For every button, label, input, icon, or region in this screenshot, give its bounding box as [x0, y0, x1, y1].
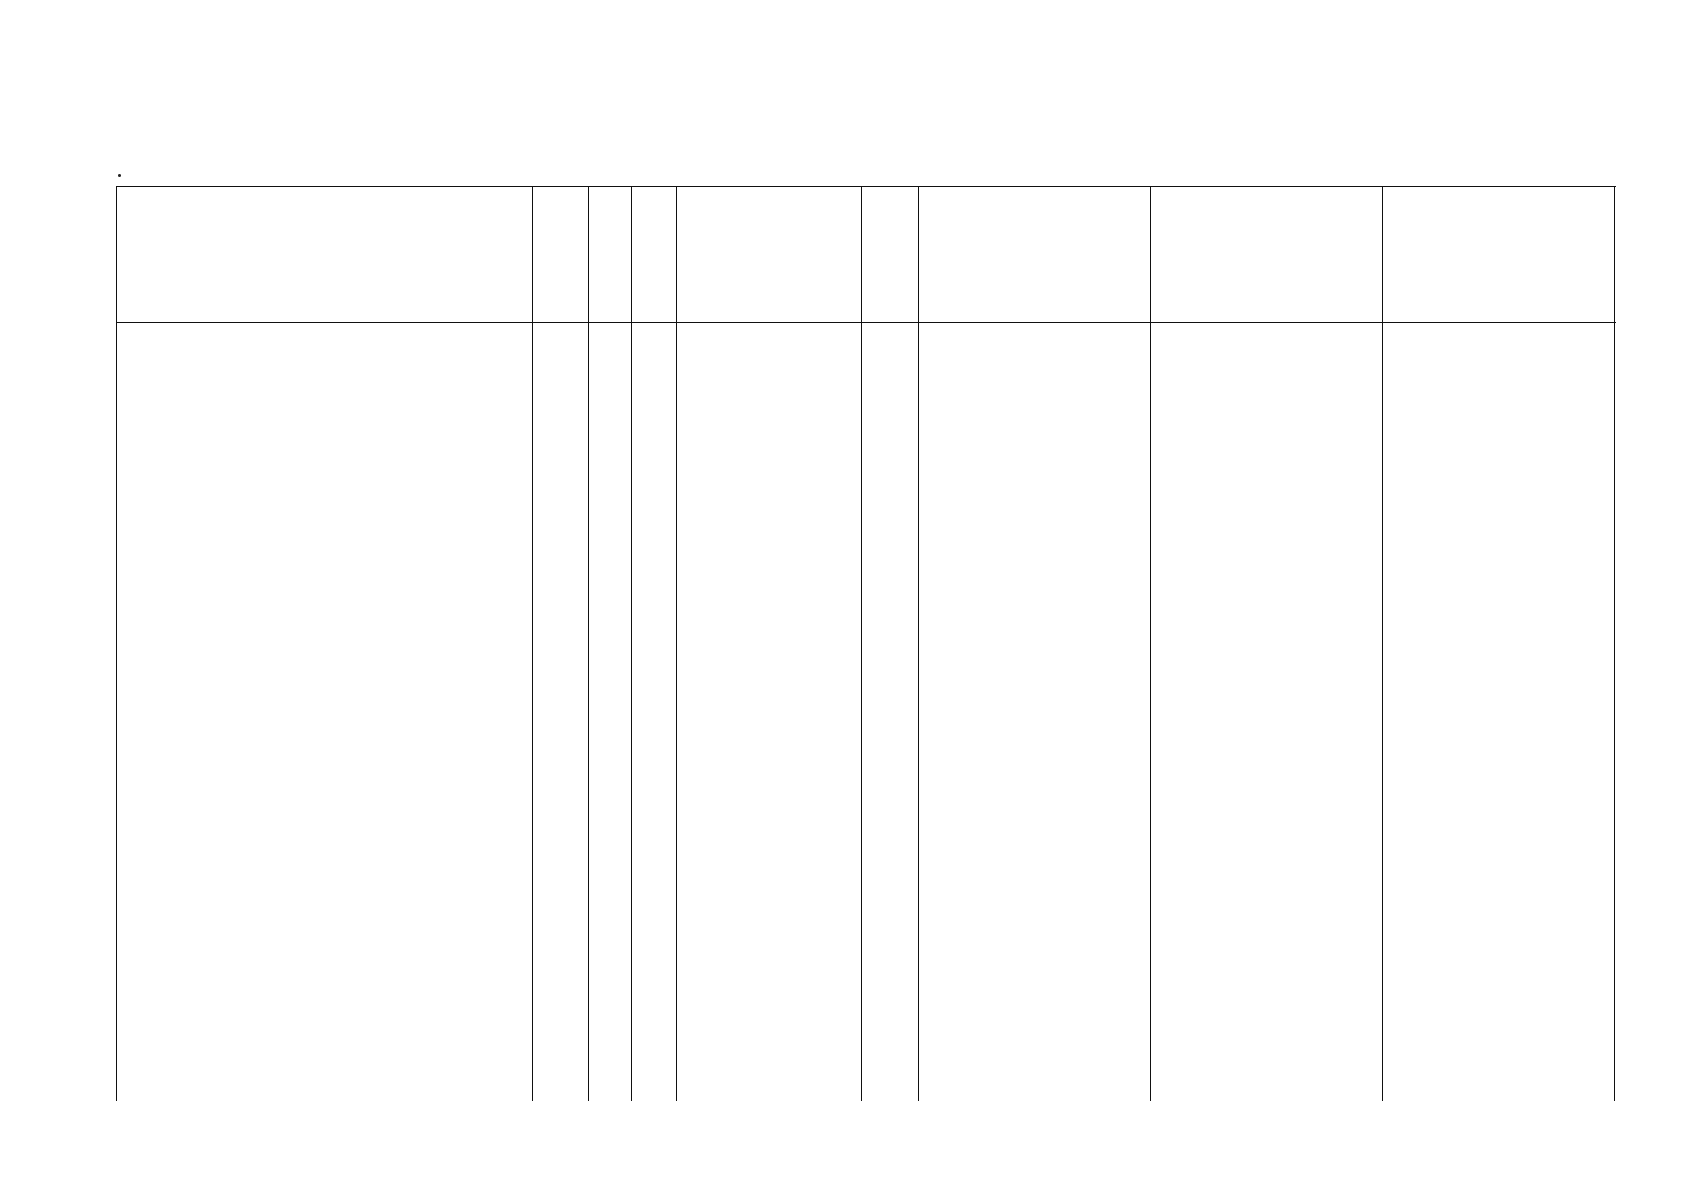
header-razdel: [588, 186, 631, 322]
header-2026: [1150, 186, 1382, 322]
header-podrazdel: [631, 186, 676, 322]
header-gruppa-vida-rashodov: [861, 186, 918, 322]
stray-dot: [118, 174, 121, 177]
header-celevaya-statya: [676, 186, 861, 322]
header-2027: [1382, 186, 1614, 322]
header-name: [116, 186, 532, 322]
header-2025: [918, 186, 1150, 322]
header-vedomstvo: [532, 186, 588, 322]
budget-table: [116, 186, 1616, 1101]
